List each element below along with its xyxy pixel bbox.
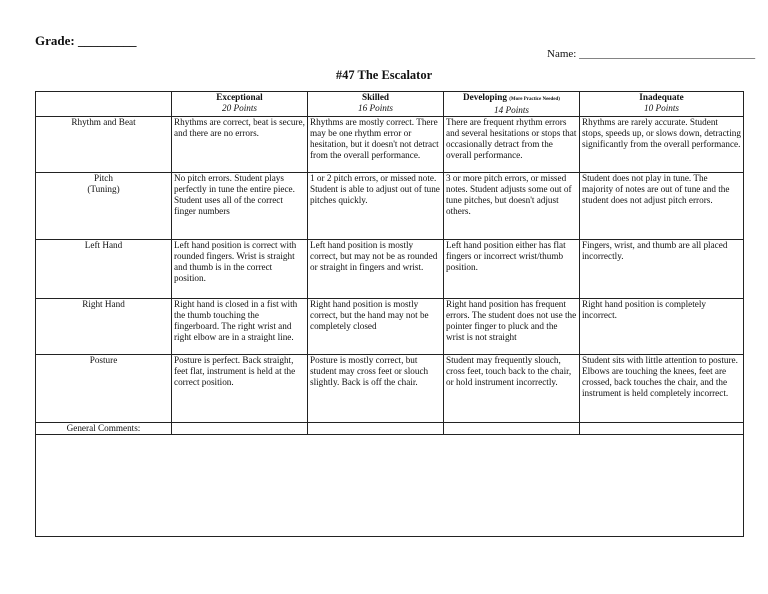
descriptor-cell: Posture is mostly correct, but student may cross feet or slouch slightly. Back is off the chair. <box>308 355 444 423</box>
rubric-row <box>36 240 744 299</box>
comments-label: General Comments: <box>36 423 172 435</box>
criterion-label: Rhythm and Beat <box>71 117 136 127</box>
level-points: 20 Points <box>222 103 257 113</box>
descriptor-cell: Right hand position is mostly correct, but the hand may not be completely closed <box>308 299 444 355</box>
descriptor-cell: No pitch errors. Student plays perfectly in tune the entire piece. Student uses all of the correct finger numbers <box>172 173 308 240</box>
descriptor-cell: Left hand position is correct with rounded fingers. Wrist is straight and thumb is in the correct position. <box>172 240 308 299</box>
level-name: Exceptional <box>216 92 263 102</box>
level-points: 16 Points <box>358 103 393 113</box>
descriptor-cell: Left hand position either has flat fingers or incorrect wrist/thumb position. <box>444 240 580 299</box>
criterion-sublabel: (Tuning) <box>87 184 120 194</box>
rubric-row <box>36 173 744 240</box>
comments-area-row <box>36 435 744 537</box>
rubric-row <box>36 117 744 173</box>
criterion-cell <box>36 355 172 423</box>
level-points: 14 Points <box>494 105 529 115</box>
criterion-cell <box>36 173 172 240</box>
comments-cell <box>172 423 308 435</box>
level-header <box>444 92 580 117</box>
level-name: Skilled <box>361 92 390 102</box>
comments-area[interactable] <box>36 435 744 537</box>
criterion-label: Left Hand <box>84 240 123 250</box>
level-name: Inadequate <box>639 92 684 102</box>
descriptor-cell: Student may frequently slouch, cross feet, touch back to the chair, or hold instrument incorrectly. <box>444 355 580 423</box>
rubric-table <box>35 91 744 537</box>
criterion-cell <box>36 117 172 173</box>
rubric-row <box>36 355 744 423</box>
descriptor-cell: 1 or 2 pitch errors, or missed note. Student is able to adjust out of tune pitches quickly. <box>308 173 444 240</box>
descriptor-cell: Student sits with little attention to posture. Elbows are touching the knees, feet are crossed, back touches the chair, and the instrument is held completely incorrect. <box>580 355 744 423</box>
descriptor-cell: Right hand is closed in a fist with the thumb touching the fingerboard. The right wrist and right elbow are in a straight line. <box>172 299 308 355</box>
level-points: 10 Points <box>644 103 679 113</box>
name-field-label: Name: ________________________________ <box>547 48 756 60</box>
descriptor-cell: Student does not play in tune. The majority of notes are out of tune and the student does not adjust pitch errors. <box>580 173 744 240</box>
criterion-label: Posture <box>89 355 118 365</box>
comments-cell <box>580 423 744 435</box>
descriptor-cell: Fingers, wrist, and thumb are all placed incorrectly. <box>580 240 744 299</box>
criterion-cell <box>36 240 172 299</box>
descriptor-cell: Rhythms are rarely accurate. Student stops, speeds up, or slows down, detracting significantly from the overall performance. <box>580 117 744 173</box>
descriptor-cell: Rhythms are mostly correct. There may be one rhythm error or hesitation, but it doesn't not detract from the overall performance. <box>308 117 444 173</box>
corner-cell <box>36 92 172 117</box>
grade-field-label: Grade: _________ <box>35 33 137 48</box>
header-row <box>36 92 744 117</box>
comments-cell <box>444 423 580 435</box>
descriptor-cell: Posture is perfect. Back straight, feet flat, instrument is held at the correct position. <box>172 355 308 423</box>
comments-row <box>36 423 744 435</box>
criterion-cell <box>36 299 172 355</box>
level-name: Developing <box>463 92 507 102</box>
level-header <box>308 92 444 117</box>
descriptor-cell: There are frequent rhythm errors and several hesitations or stops that occasionally detract from the overall performance. <box>444 117 580 173</box>
descriptor-cell: Rhythms are correct, beat is secure, and there are no errors. <box>172 117 308 173</box>
page-title: #47 The Escalator <box>335 68 433 82</box>
descriptor-cell: Right hand position is completely incorrect. <box>580 299 744 355</box>
rubric-row <box>36 299 744 355</box>
level-header <box>172 92 308 117</box>
descriptor-cell: Right hand position has frequent errors. The student does not use the pointer finger to pluck and the wrist is not straight <box>444 299 580 355</box>
level-header <box>580 92 744 117</box>
level-note: (More Practice Needed) <box>509 97 560 102</box>
descriptor-cell: Left hand position is mostly correct, but may not be as rounded or straight in fingers and wrist. <box>308 240 444 299</box>
criterion-label: Pitch <box>94 173 113 183</box>
descriptor-cell: 3 or more pitch errors, or missed notes. Student adjusts some out of tune pitches, but doesn't adjust others. <box>444 173 580 240</box>
criterion-label: Right Hand <box>82 299 125 309</box>
comments-cell <box>308 423 444 435</box>
